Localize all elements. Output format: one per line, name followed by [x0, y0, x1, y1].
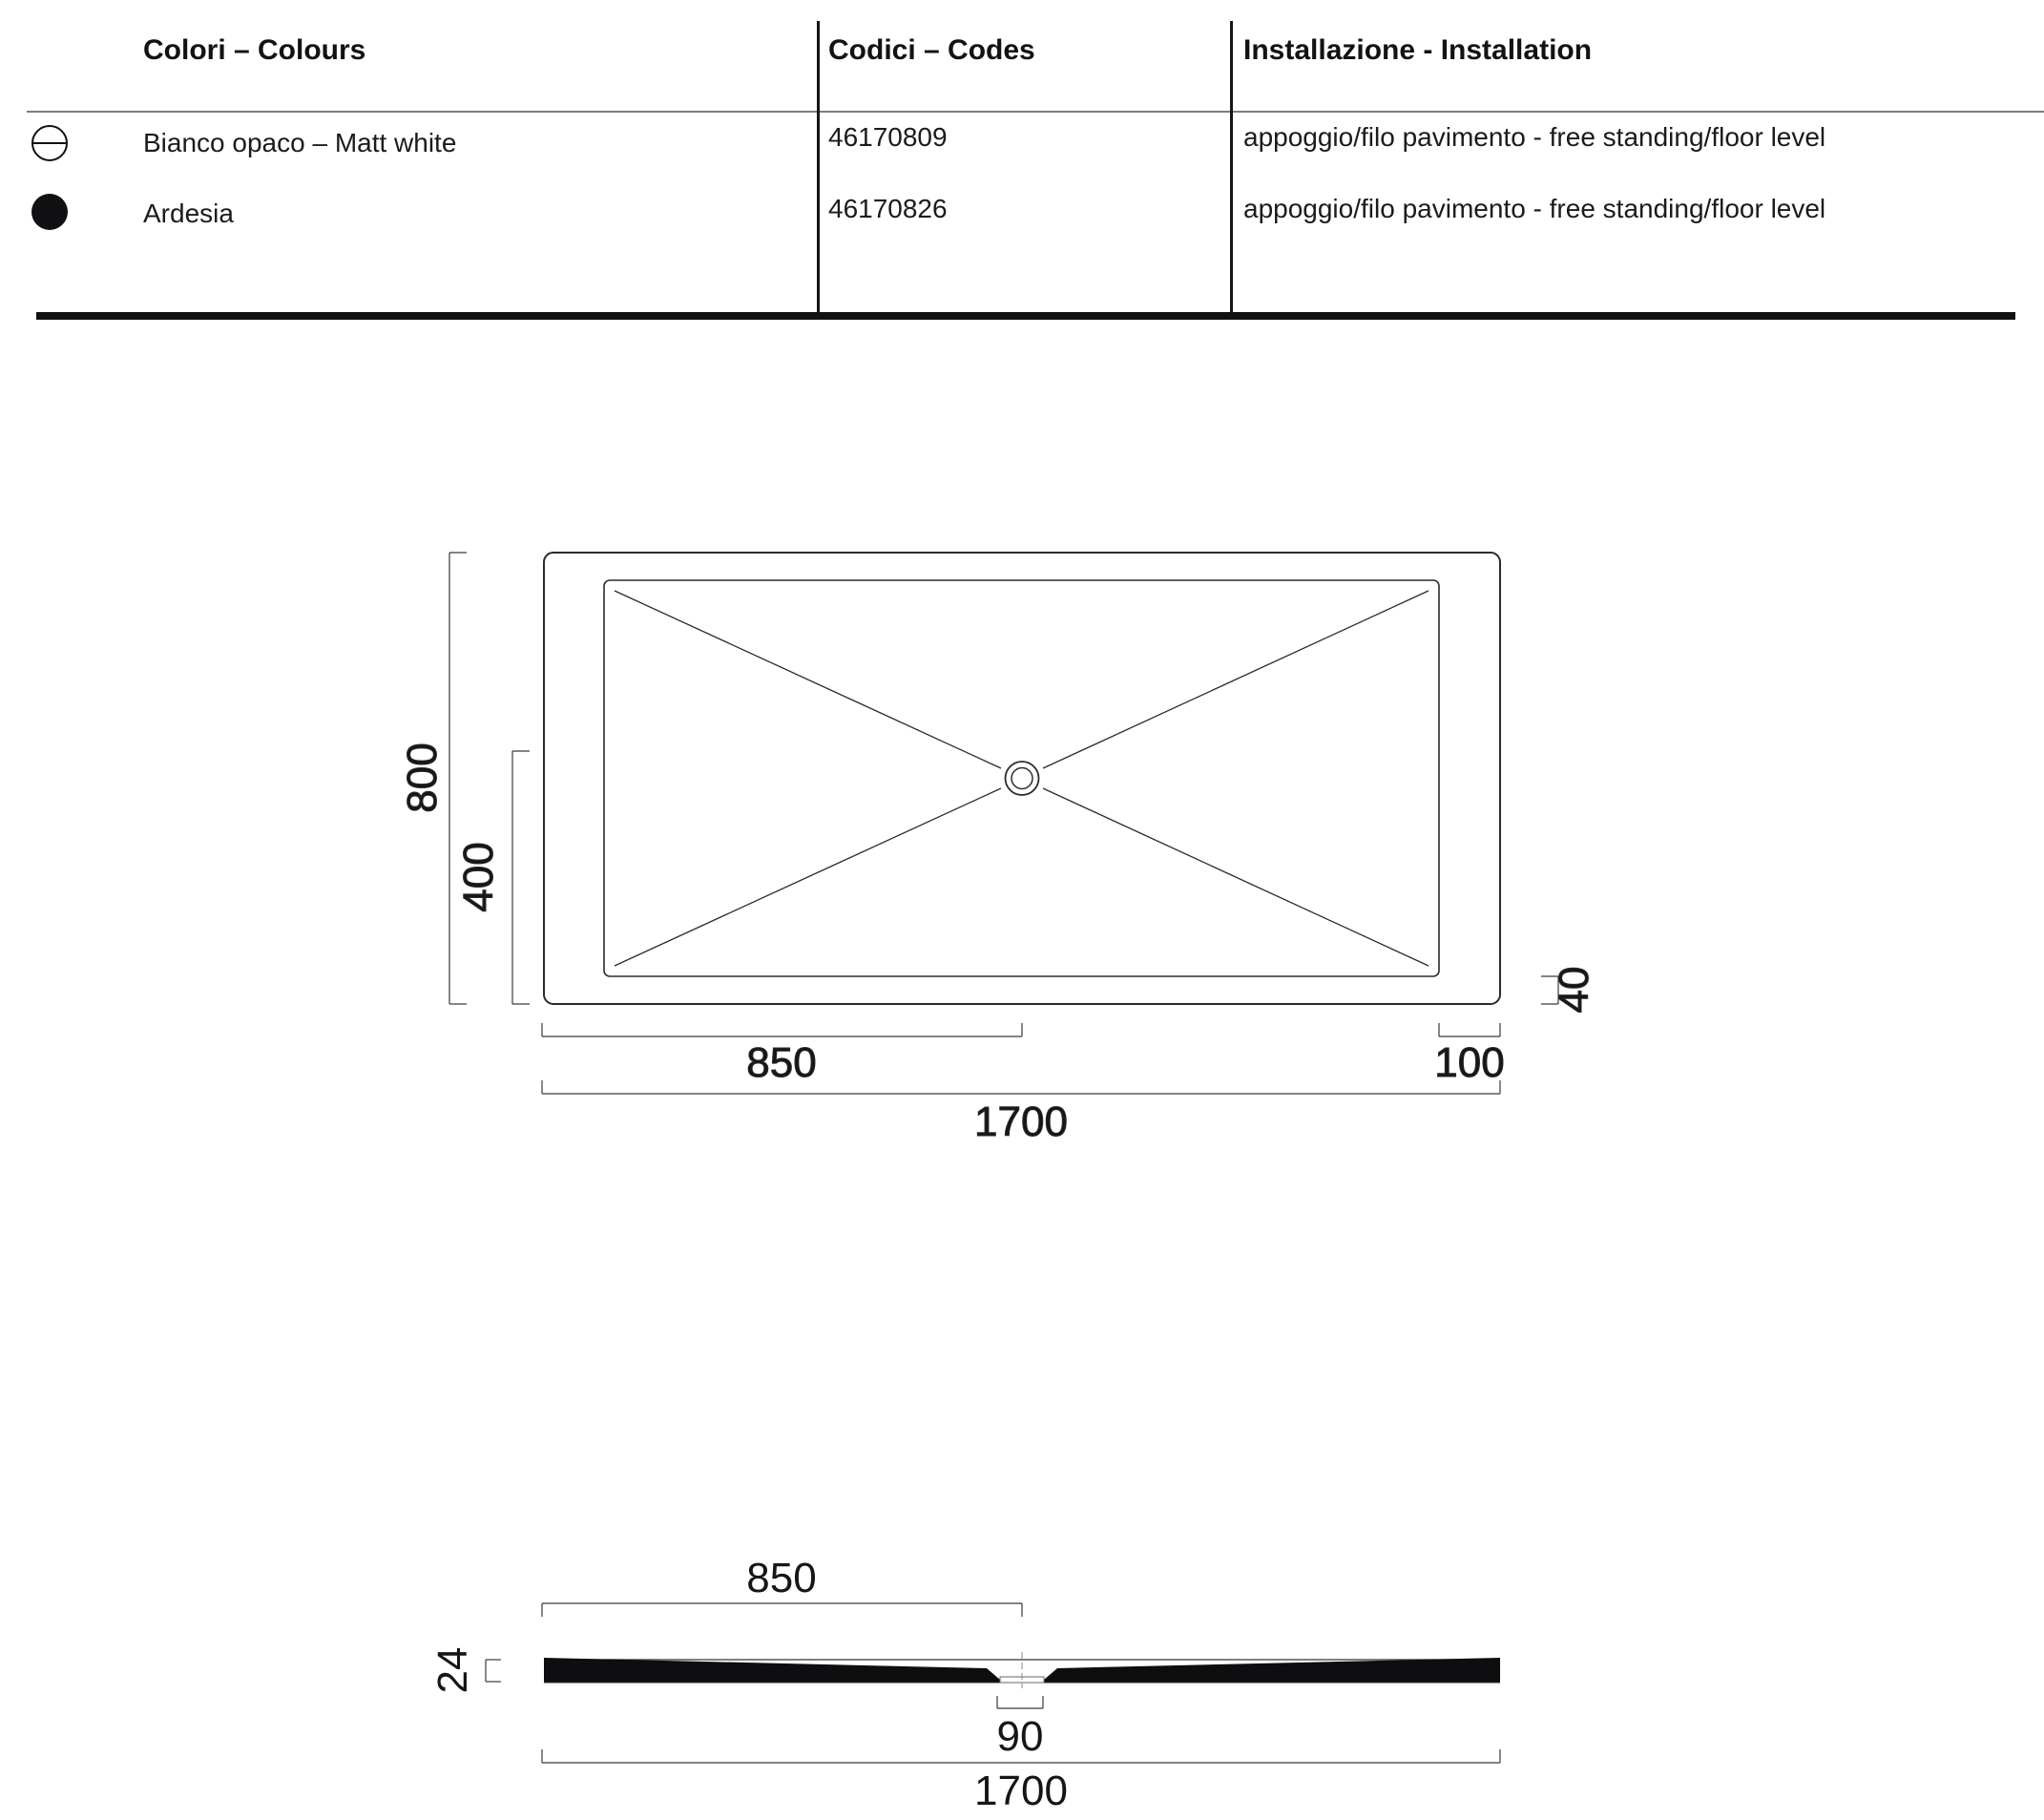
- dim-label-850-section: 850: [746, 1555, 817, 1601]
- section-view-drawing: [429, 1555, 1500, 1814]
- section-body-right: [1044, 1658, 1500, 1683]
- dim-label-40: 40: [1551, 966, 1597, 1014]
- product-code: 46170809: [828, 122, 948, 152]
- dim-label-1700-top: 1700: [974, 1098, 1068, 1145]
- column-header-colours: Colori – Colours: [143, 34, 366, 66]
- color-label: Bianco opaco – Matt white: [143, 128, 457, 157]
- dim-label-100: 100: [1434, 1039, 1505, 1086]
- section-body-left: [544, 1658, 1000, 1683]
- dim-label-90: 90: [996, 1713, 1044, 1760]
- dim-label-850-top: 850: [746, 1039, 817, 1086]
- installation-text: appoggio/filo pavimento - free standing/floor level: [1243, 194, 1826, 223]
- dim-100-lines: [1439, 1023, 1500, 1036]
- dim-24-lines: [486, 1660, 501, 1682]
- dim-850-top-lines: [542, 1023, 1022, 1036]
- tray-inner-field: [604, 580, 1439, 976]
- column-header-codes: Codici – Codes: [828, 34, 1035, 66]
- column-header-installation: Installazione - Installation: [1243, 34, 1593, 66]
- dim-800-lines: [449, 553, 467, 1004]
- drain-waste-icon: [1006, 762, 1039, 795]
- dim-label-800: 800: [399, 743, 446, 813]
- dim-label-24: 24: [429, 1646, 476, 1694]
- installation-text: appoggio/filo pavimento - free standing/floor level: [1243, 122, 1826, 152]
- top-view-drawing: [399, 553, 1597, 1145]
- dim-400-lines: [512, 751, 530, 1004]
- color-label: Ardesia: [143, 199, 234, 228]
- dim-90-lines: [997, 1696, 1043, 1708]
- product-code: 46170826: [828, 194, 948, 223]
- dim-label-400: 400: [455, 842, 502, 912]
- dim-1700-top-lines: [542, 1080, 1500, 1094]
- slope-fold-lines: [615, 591, 1429, 966]
- dim-label-1700-section: 1700: [974, 1768, 1068, 1814]
- dim-850-section-lines: [542, 1603, 1022, 1617]
- tray-outer-rim: [544, 553, 1500, 1004]
